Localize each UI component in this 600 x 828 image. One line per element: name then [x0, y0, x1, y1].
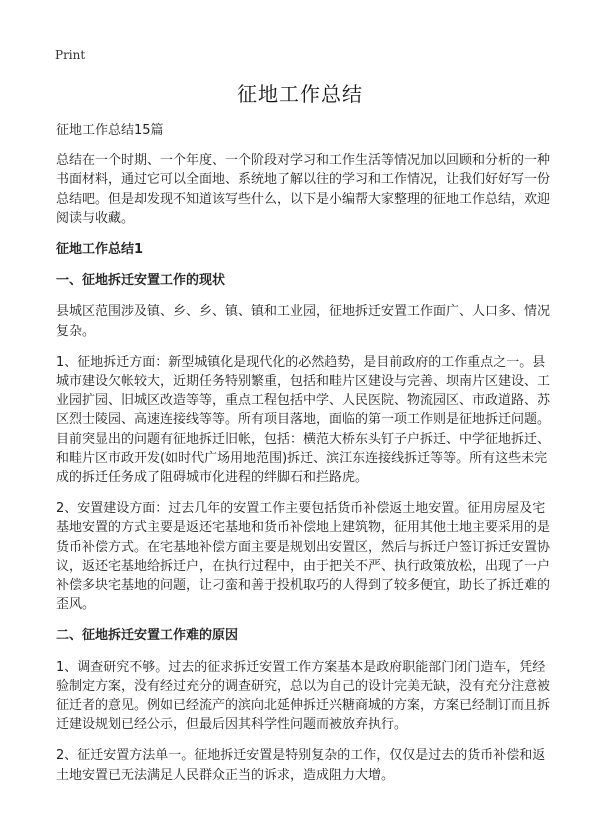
heading-current-status: 一、征地拆迁安置工作的现状	[56, 273, 226, 289]
intro-paragraph: 总结在一个时期、一个年度、一个阶段对学习和工作生活等情况加以回顾和分析的一种书面材料，通过它可以全面地、系统地了解以往的学习和工作情况，让我们好好写一份总结吧。但是却发现不知道该写些什么，以下是小编帮大家整理的征地工作总结，欢迎阅读与收藏。	[56, 153, 551, 226]
paragraph: 1、调查研究不够。过去的征求拆迁安置工作方案基本是政府职能部门闭门造车，凭经验制定方案，没有经过充分的调查研究，总以为自己的设计完美无缺，没有充分注意被征迁者的意见。例如已经流产的滨向北延伸拆迁兴糖商城的方案，方案已经制订而且拆迁建设规划已经公示，但最后因其科学性问题而被放弃执行。	[56, 659, 551, 733]
paragraph: 1、征地拆迁方面：新型城镇化是现代化的必然趋势，是目前政府的工作重点之一。县城市建设欠帐较大，近期任务特别繁重，包括和畦片区建设与完善、坝南片区建设、工业园扩园、旧城区改造等等，重点工程包括中学、人民医院、物流园区、市政道路、苏区烈士陵园、高速连接线等等。所有项目落地，面临的第一项工作则是征地拆迁问题。目前突显出的问题有征地拆迁旧帐，包括：横范大桥东头钉子户拆迁、中学征地拆迁、和畦片区市政开发(如时代广场用地范围)拆迁、滨江东连接线拆迁等等。所有这些未完成的拆迁任务成了阻碍城市化进程的绊脚石和拦路虎。	[56, 354, 551, 486]
document-body	[56, 121, 556, 797]
heading-difficulty-reasons: 二、征地拆迁安置工作难的原因	[56, 628, 239, 644]
paragraph: 2、安置建设方面：过去几年的安置工作主要包括货币补偿返土地安置。征用房屋及宅基地安置的方式主要是返还宅基地和货币补偿地上建筑物，征用其他土地主要采用的是货币补偿方式。在宅基地补偿方面主要是规划出安置区，然后与拆迁户签订拆迁安置协议，返还宅基地给拆迁户，在执行过程中，由于把关不严、执行政策放松，出现了一户补偿多块宅基地的问题，让刁蛮和善于投机取巧的人得到了较多便宜，助长了拆迁难的歪风。	[56, 501, 551, 613]
paragraph: 县城区范围涉及镇、乡、乡、镇、镇和工业园，征地拆迁安置工作面广、人口多、情况复杂。	[56, 304, 551, 339]
paragraph: 2、征迁安置方法单一。征地拆迁安置是特别复杂的工作，仅仅是过去的货币补偿和返土地安置已无法满足人民群众正当的诉求，造成阻力大增。	[56, 748, 546, 783]
section-title: 征地工作总结1	[56, 242, 144, 258]
page-title: 征地工作总结	[237, 82, 363, 106]
document-subtitle: 征地工作总结15篇	[56, 123, 164, 138]
print-link[interactable]: Print	[55, 48, 86, 62]
